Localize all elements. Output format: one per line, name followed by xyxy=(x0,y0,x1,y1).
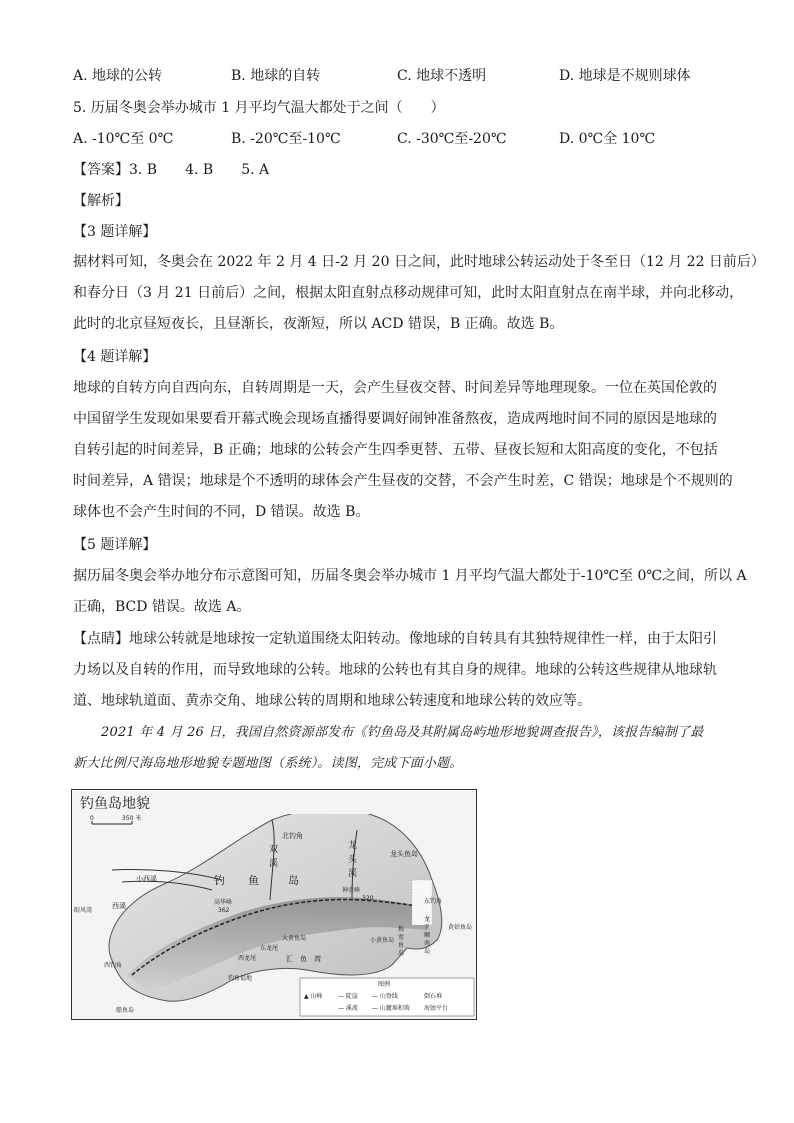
svg-text:神农峰: 神农峰 xyxy=(342,887,361,894)
svg-text:高华峰: 高华峰 xyxy=(214,899,233,906)
svg-text:西钓角: 西钓角 xyxy=(104,962,123,969)
svg-text:船鱼岛: 船鱼岛 xyxy=(116,1007,135,1014)
q3-detail-label: 【3 题详解】 xyxy=(73,224,157,240)
svg-text:头: 头 xyxy=(348,855,358,865)
q5-detail-text xyxy=(73,561,747,623)
answer-text: 3. B 4. B 5. A xyxy=(129,162,270,178)
svg-text:— 溪流: — 溪流 xyxy=(338,1005,358,1012)
intro-line-2: 新大比例尺海岛地形地貌专题地图（系统）。读图，完成下面小题。 xyxy=(73,756,463,771)
diaoyu-island-map xyxy=(71,789,477,1020)
scale-value: 350 米 xyxy=(122,815,142,822)
svg-text:东钓角: 东钓角 xyxy=(424,898,443,905)
legend-title: 图例 xyxy=(378,981,391,988)
q4-option-b: B. 地球的自转 xyxy=(231,68,321,84)
q5-detail-label: 【5 题详解】 xyxy=(73,537,157,553)
q4-line-1: 地球的自转方向自西向东，自转周期是一天，会产生昼夜交替、时间差异等地理现象。一位在英国伦敦的 xyxy=(73,380,717,396)
q3-detail-text xyxy=(73,247,765,340)
svg-text:梅: 梅 xyxy=(398,926,405,933)
q5-option-a: A. -10℃至 0℃ xyxy=(73,131,174,147)
svg-text:北钓角: 北钓角 xyxy=(282,832,303,840)
svg-text:— 山脊线: — 山脊线 xyxy=(372,993,398,1000)
svg-text:鱼: 鱼 xyxy=(398,942,405,949)
svg-text:海蚀平台: 海蚀平台 xyxy=(424,1005,449,1012)
q5-stem: 5. 历届冬奥会举办城市 1 月平均气温大都处于之间（ ） xyxy=(73,100,445,116)
svg-text:倒石堆: 倒石堆 xyxy=(424,993,443,1000)
svg-text:南: 南 xyxy=(424,940,431,947)
q4-option-a: A. 地球的公转 xyxy=(73,68,163,84)
tip-line-3: 道、地球轨道面、黄赤交角、地球公转的周期和地球公转速度和地球公转的效应等。 xyxy=(73,693,591,709)
svg-text:岛: 岛 xyxy=(424,948,431,955)
answer-label: 【答案】 xyxy=(73,162,129,178)
svg-text:东龙尾: 东龙尾 xyxy=(260,945,279,952)
q3-line-3: 此时的北京昼短夜长，且昼渐长，夜渐短，所以 ACD 错误，B 正确。故选 B。 xyxy=(73,316,564,332)
q3-line-2: 和春分日（3 月 21 日前后）之间，根据太阳直射点移动规律可知，此时太阳直射点在南半球，并向北移动， xyxy=(73,285,744,301)
svg-text:宽: 宽 xyxy=(398,934,405,941)
q4-detail-label: 【4 题详解】 xyxy=(73,349,157,365)
svg-text:溪: 溪 xyxy=(269,859,279,869)
svg-text:— 山麓堆积坡: — 山麓堆积坡 xyxy=(372,1005,410,1012)
map-title: 钓鱼岛地貌 xyxy=(80,796,150,812)
svg-text:西溪: 西溪 xyxy=(112,902,126,910)
svg-text:溪: 溪 xyxy=(348,869,358,879)
q5-option-c: C. -30℃至-20℃ xyxy=(397,131,507,147)
svg-text:王: 王 xyxy=(424,924,431,931)
tip-line-2: 力场以及自转的作用，而导致地球的公转。地球的公转也有其自身的规律。地球的公转这些规律从地球轨 xyxy=(73,662,717,678)
svg-text:双: 双 xyxy=(269,845,279,855)
svg-text:眼风湾: 眼风湾 xyxy=(74,907,93,914)
svg-text:龙: 龙 xyxy=(424,916,431,923)
svg-text:小黄鱼岛: 小黄鱼岛 xyxy=(370,937,395,944)
material-intro xyxy=(73,717,725,779)
analysis-label: 【解析】 xyxy=(73,193,129,209)
q4-option-d: D. 地球是不规则球体 xyxy=(559,68,691,84)
scale-zero: 0 xyxy=(90,815,94,822)
intro-line-1: 2021 年 4 月 26 日，我国自然资源部发布《钓鱼岛及其附属岛屿地形地貌调查报告》，该报告编制了最 xyxy=(101,725,704,740)
svg-text:龙: 龙 xyxy=(348,841,358,851)
svg-text:大黄鱼岛: 大黄鱼岛 xyxy=(282,935,307,942)
tip-text xyxy=(73,624,725,717)
q4-option-c: C. 地球不透明 xyxy=(397,68,487,84)
q4-line-2: 中国留学生发现如果要看开幕式晚会现场直播得要调好闹钟准备熬夜，造成两地时间不同的原因是地球的 xyxy=(73,411,717,427)
tip-label: 【点睛】 xyxy=(73,631,129,647)
q4-detail-text xyxy=(73,373,733,528)
svg-text:鱼: 鱼 xyxy=(248,874,259,887)
svg-text:362: 362 xyxy=(218,907,230,914)
svg-text:龙头鱼岛: 龙头鱼岛 xyxy=(390,850,418,858)
q5-line-2: 正确，BCD 错误。故选 A。 xyxy=(73,599,251,615)
q4-line-5: 球体也不会产生时间的不同，D 错误。故选 B。 xyxy=(73,504,370,520)
svg-text:西龙尾: 西龙尾 xyxy=(238,955,257,962)
svg-text:▲ 山峰: ▲ 山峰 xyxy=(304,993,323,1000)
svg-text:岛: 岛 xyxy=(398,950,405,957)
svg-text:黄姑鱼岛: 黄姑鱼岛 xyxy=(448,924,473,931)
q5-option-b: B. -20℃至-10℃ xyxy=(231,131,341,147)
q3-line-1: 据材料可知，冬奥会在 2022 年 2 月 4 日-2 月 20 日之间，此时地球公转运动处于冬至日（12 月 22 日前后） xyxy=(73,254,765,270)
q4-line-4: 时间差异，A 错误；地球是个不透明的球体会产生昼夜的交替，不会产生时差，C 错误；地球是个不规则的 xyxy=(73,473,733,489)
q5-option-d: D. 0℃全 10℃ xyxy=(559,131,656,147)
svg-text:钓: 钓 xyxy=(214,874,225,887)
tip-line-1: 【点睛】地球公转就是地球按一定轨道围绕太阳转动。像地球的自转具有其独特规律性一样，由于太阳引 xyxy=(73,631,717,647)
svg-text:— 陡崖: — 陡崖 xyxy=(338,993,358,1000)
svg-text:小西溪: 小西溪 xyxy=(136,875,157,883)
q5-line-1: 据历届冬奥会举办地分布示意图可知，历届冬奥会举办城市 1 月平均气温大都处于-10℃至 0℃之间，所以 A xyxy=(73,568,747,584)
svg-text:鲷: 鲷 xyxy=(424,932,431,939)
q4-line-3: 自转引起的时间差异，B 正确；地球的公转会产生四季更替、五带、昼夜长短和太阳高度的变化，不包括 xyxy=(73,442,718,458)
svg-text:320: 320 xyxy=(362,895,374,902)
answer-line xyxy=(73,161,269,179)
svg-text:汇 鱼 湾: 汇 鱼 湾 xyxy=(286,955,321,963)
svg-text:钓鱼福地: 钓鱼福地 xyxy=(228,975,253,982)
svg-text:岛: 岛 xyxy=(288,874,299,887)
map-svg xyxy=(72,790,476,1019)
